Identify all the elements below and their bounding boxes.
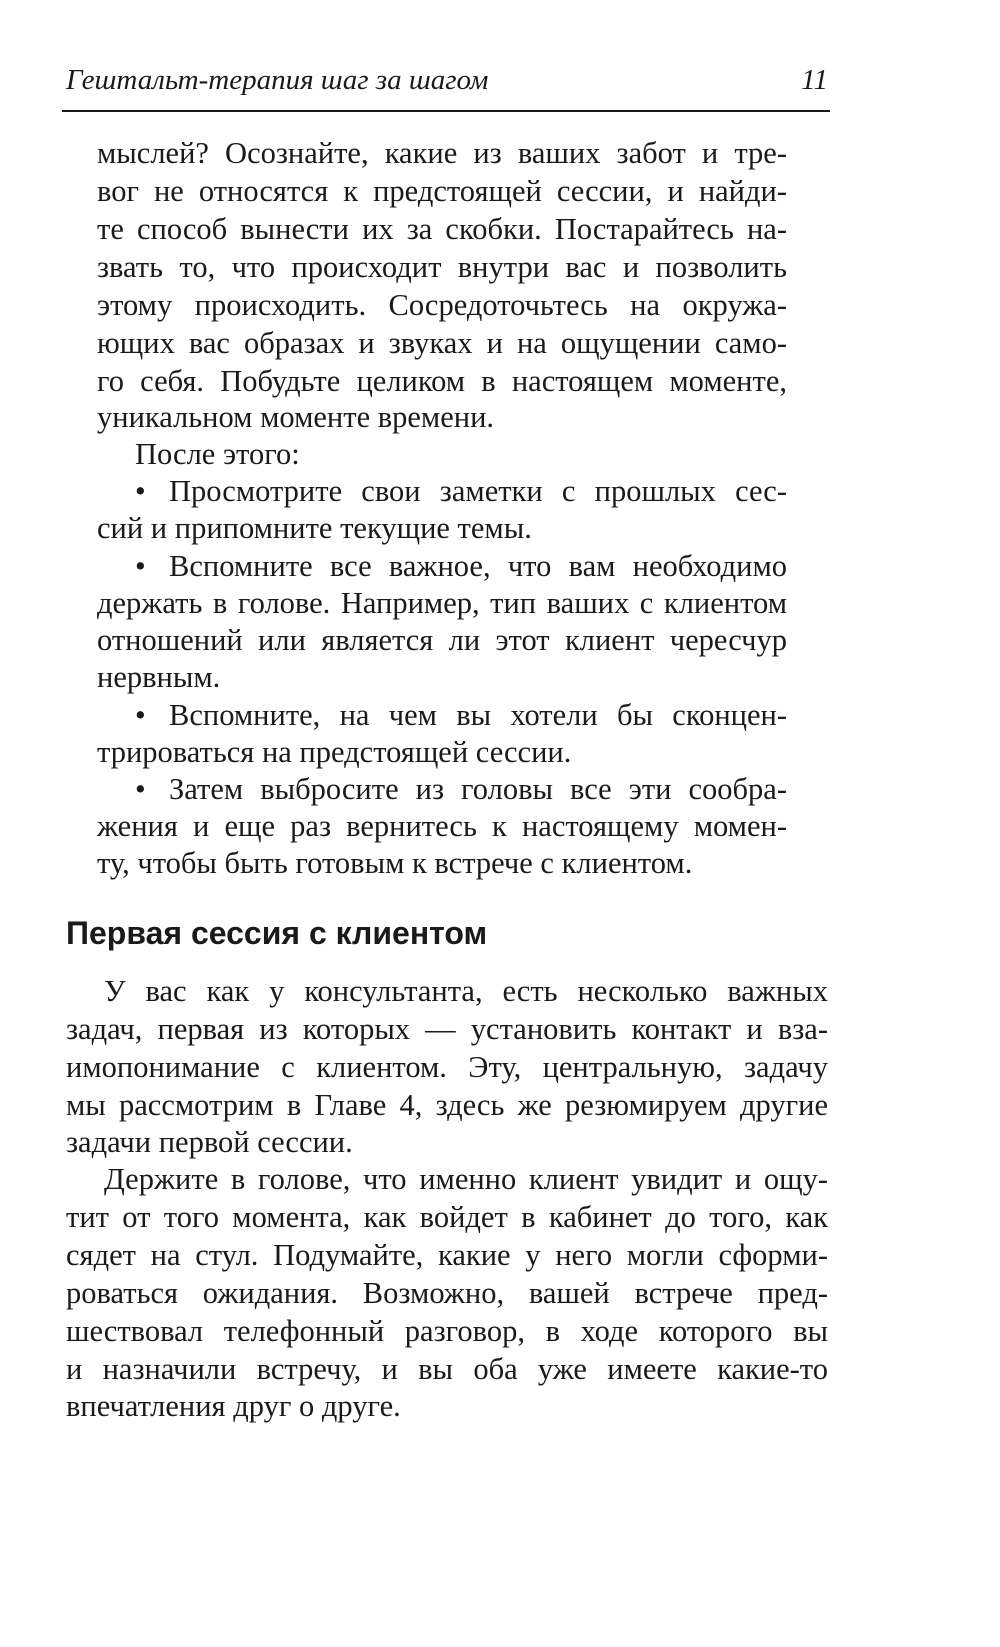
text-line: и назначили встречу, и вы оба уже имеете какие-то: [66, 1352, 828, 1386]
text-line: впечатления друг о друге.: [66, 1389, 401, 1423]
text-line: мы рассмотрим в Главе 4, здесь же резюмируем другие: [66, 1088, 828, 1122]
text-line: жения и еще раз вернитесь к настоящему момен-: [97, 809, 787, 843]
text-line: звать то, что происходит внутри вас и позволить: [97, 250, 787, 284]
text-line: сядет на стул. Подумайте, какие у него могли сформи-: [66, 1238, 828, 1272]
text-line: вог не относятся к предстоящей сессии, и найди-: [97, 174, 787, 208]
bullet-item: [135, 770, 787, 808]
bullet-marker: •: [135, 698, 146, 732]
text-line: Держите в голове, что именно клиент увидит и ощу-: [104, 1162, 828, 1196]
text-line: У вас как у консультанта, есть несколько важных: [104, 974, 828, 1008]
bullet-item: [135, 472, 787, 510]
text-line: трироваться на предстоящей сессии.: [97, 735, 572, 769]
text-line: те способ вынести их за скобки. Постарайтесь на-: [97, 212, 787, 246]
text-line: задачи первой сессии.: [66, 1125, 353, 1159]
text-line: шествовал телефонный разговор, в ходе которого вы: [66, 1314, 828, 1348]
text-line: имопонимание с клиентом. Эту, центральную, задачу: [66, 1050, 828, 1084]
bullet-marker: •: [135, 474, 146, 508]
text-line: уникальном моменте времени.: [97, 400, 495, 434]
text-line: ту, чтобы быть готовым к встрече с клиентом.: [97, 846, 693, 880]
header-divider: [62, 110, 830, 112]
bullet-item: [135, 696, 787, 734]
text-line: нервным.: [97, 660, 221, 694]
bullet-text: Затем выбросите из головы все эти сообра-: [169, 772, 787, 806]
text-line: сий и припомните текущие темы.: [97, 511, 532, 545]
after-this-label: После этого:: [135, 437, 300, 471]
bullet-marker: •: [135, 549, 146, 583]
text-line: держать в голове. Например, тип ваших с клиентом: [97, 586, 787, 620]
bullet-text: Просмотрите свои заметки с прошлых сес-: [169, 474, 787, 508]
bullet-marker: •: [135, 772, 146, 806]
running-header: [66, 62, 828, 102]
bullet-text: Вспомните все важное, что вам необходимо: [169, 549, 787, 583]
text-line: го себя. Побудьте целиком в настоящем моменте,: [97, 364, 787, 398]
bullet-text: Вспомните, на чем вы хотели бы сконцен-: [169, 698, 787, 732]
running-header-title: Гештальт-терапия шаг за шагом: [66, 64, 489, 96]
text-line: ющих вас образах и звуках и на ощущении само-: [97, 326, 787, 360]
text-line: отношений или является ли этот клиент чересчур: [97, 623, 787, 657]
section-heading: Первая сессия с клиентом: [66, 915, 488, 951]
bullet-item: [135, 547, 787, 585]
text-line: задач, первая из которых — установить контакт и вза-: [66, 1012, 828, 1046]
text-line: тит от того момента, как войдет в кабинет до того, как: [66, 1200, 828, 1234]
page-number: 11: [801, 64, 828, 96]
text-line: этому происходить. Сосредоточьтесь на окружа-: [97, 288, 787, 322]
text-line: мыслей? Осознайте, какие из ваших забот и тре-: [97, 136, 787, 170]
text-line: роваться ожидания. Возможно, вашей встрече пред-: [66, 1276, 828, 1310]
